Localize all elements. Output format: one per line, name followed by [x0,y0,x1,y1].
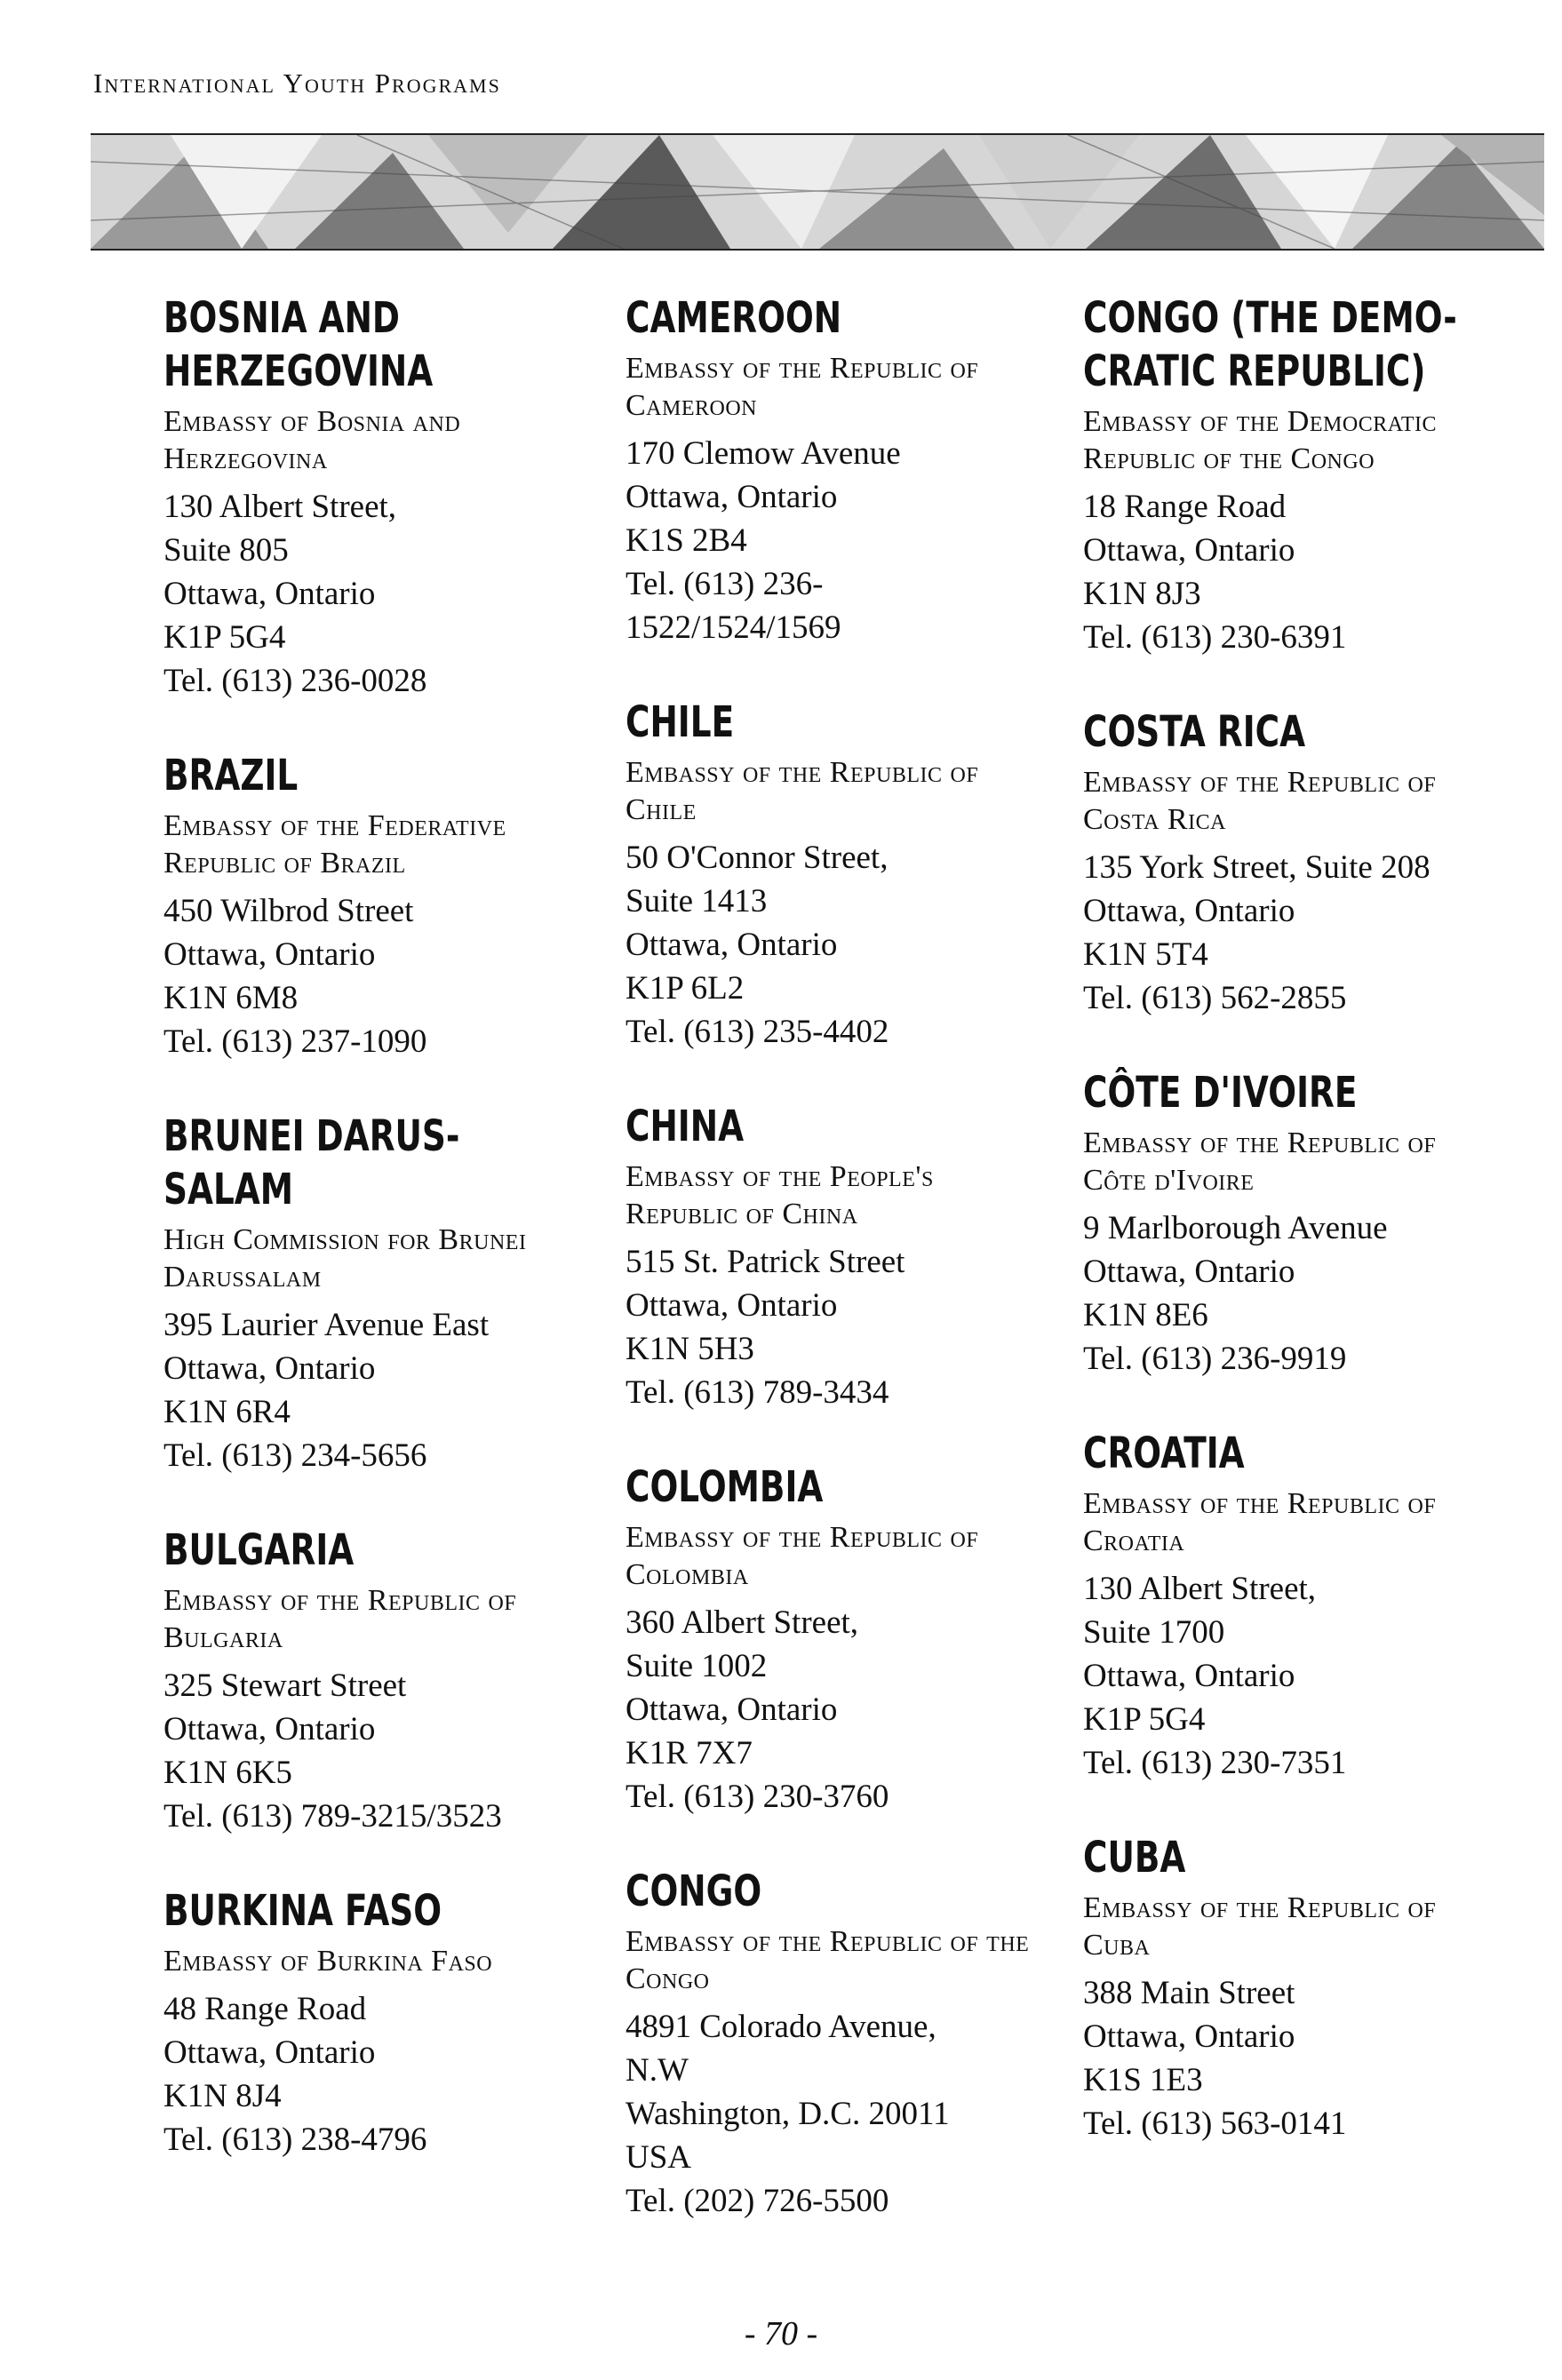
embassy-name: Embassy of the Republic of Colombia [626,1521,979,1591]
address-line: Tel. (613) 234-5656 [163,1437,427,1474]
address-line: 170 Clemow Avenue [626,435,901,472]
address-line: Tel. (613) 238-4796 [163,2121,427,2158]
banner-graphic [91,135,1544,249]
address-line: K1S 2B4 [626,522,747,559]
directory-entry [163,749,581,1063]
country-heading: CROATIA [1083,1429,1245,1478]
embassy-name: Embassy of the Republic of Côte d'Ivoire [1083,1126,1437,1197]
address-line: K1N 5T4 [1083,936,1208,973]
embassy-name: Embassy of the Democratic Republic of the Congo [1083,405,1438,475]
country-heading: CÔTE D'IVOIRE [1083,1068,1358,1118]
address-line: 50 O'Connor Street, [626,840,889,876]
address-line: 515 St. Patrick Street [626,1244,905,1280]
country-heading: BRUNEI DARUS- SALAM [163,1111,460,1214]
directory-entry [1083,1427,1501,1785]
address-line: Ottawa, Ontario [1083,2018,1295,2055]
decorative-banner [91,133,1544,251]
address-line: Ottawa, Ontario [1083,1658,1295,1694]
country-heading: CAMEROON [626,293,842,343]
address-line: 9 Marlborough Avenue [1083,1210,1388,1246]
address-line: Tel. (613) 563-0141 [1083,2105,1347,2142]
directory-entry [163,1524,581,1838]
address-line: Ottawa, Ontario [163,1350,376,1387]
directory-entry [163,291,581,703]
country-heading: CHILE [626,697,735,747]
country-heading: CONGO (THE DEMO- CRATIC REPUBLIC) [1083,293,1457,396]
directory-entry [626,1865,1043,2223]
embassy-name: Embassy of the People's Republic of China [626,1160,934,1230]
country-heading: BRAZIL [163,751,299,800]
address-line: 18 Range Road [1083,489,1287,525]
address-line: K1P 5G4 [163,619,286,656]
address-line: 48 Range Road [163,1991,367,2027]
country-heading: BOSNIA AND HERZEGOVINA [163,293,434,396]
address-line: Ottawa, Ontario [163,936,376,973]
country-heading: CONGO [626,1867,762,1916]
embassy-name: Embassy of the Republic of Cuba [1083,1891,1437,1962]
directory-column-3 [1083,291,1501,2192]
address-line: Suite 1413 [626,883,768,919]
country-heading: CUBA [1083,1833,1186,1883]
address-line: Washington, D.C. 20011 [626,2096,950,2132]
address-line: Tel. (613) 789-3215/3523 [163,1798,502,1835]
country-heading: BURKINA FASO [163,1886,442,1936]
address-line: 130 Albert Street, [163,489,397,525]
address-line: Suite 1002 [626,1648,768,1684]
country-heading: COLOMBIA [626,1462,824,1512]
directory-entry [626,1100,1043,1414]
address-line: K1N 6M8 [163,980,299,1016]
address-line: Tel. (202) 726-5500 [626,2183,889,2219]
directory-entry [163,1110,581,1477]
address-line: Ottawa, Ontario [1083,532,1295,569]
country-heading: COSTA RICA [1083,707,1306,757]
address-line: USA [626,2139,692,2176]
address-line: K1N 6K5 [163,1755,292,1791]
address-line: Tel. (613) 237-1090 [163,1023,427,1060]
address-line: Ottawa, Ontario [626,1691,838,1728]
address-line: Ottawa, Ontario [626,927,838,963]
address-line: K1S 1E3 [1083,2062,1203,2098]
address-line: Ottawa, Ontario [1083,893,1295,929]
directory-column-2 [626,291,1043,2269]
address-line: K1N 8J4 [163,2078,282,2114]
address-line: Tel. (613) 230-3760 [626,1779,889,1815]
address-line: Tel. (613) 236-0028 [163,663,427,699]
address-line: Tel. (613) 562-2855 [1083,980,1347,1016]
country-heading: CHINA [626,1102,745,1151]
embassy-name: Embassy of the Republic of Cameroon [626,352,979,422]
address-line: K1P 6L2 [626,970,745,1007]
address-line: Ottawa, Ontario [1083,1254,1295,1290]
address-line: Ottawa, Ontario [626,479,838,515]
directory-entry [1083,291,1501,659]
address-line: 135 York Street, Suite 208 [1083,849,1431,886]
address-line: K1N 8E6 [1083,1297,1208,1333]
address-line: Tel. (613) 789-3434 [626,1374,889,1411]
directory-entry [1083,1831,1501,2145]
address-line: 450 Wilbrod Street [163,893,414,929]
embassy-name: Embassy of the Republic of Bulgaria [163,1584,517,1654]
embassy-name: High Commission for Brunei Darussalam [163,1223,527,1293]
address-line: K1P 5G4 [1083,1701,1206,1738]
address-line: Suite 1700 [1083,1614,1225,1651]
embassy-name: Embassy of the Republic of Chile [626,756,979,826]
address-line: 325 Stewart Street [163,1668,407,1704]
address-line: K1N 8J3 [1083,576,1201,612]
address-line: 130 Albert Street, [1083,1571,1317,1607]
address-line: Ottawa, Ontario [163,1711,376,1747]
address-line: Tel. (613) 230-6391 [1083,619,1347,656]
directory-column-1 [163,291,581,2208]
directory-entry [1083,1066,1501,1381]
running-head: International Youth Programs [93,68,501,99]
directory-entry [1083,705,1501,1020]
address-line: K1N 5H3 [626,1331,754,1367]
embassy-name: Embassy of Bosnia and Herzegovina [163,405,461,475]
address-line: 395 Laurier Avenue East [163,1307,490,1343]
embassy-name: Embassy of the Republic of the Congo [626,1925,1030,1995]
directory-entry [626,291,1043,649]
address-line: Tel. (613) 236- [626,566,824,602]
address-line: Tel. (613) 235-4402 [626,1014,889,1050]
address-line: 388 Main Street [1083,1975,1295,2011]
page-number: - 70 - [744,2315,818,2352]
embassy-name: Embassy of Burkina Faso [163,1945,493,1978]
embassy-name: Embassy of the Federative Republic of Brazil [163,809,506,880]
address-line: K1R 7X7 [626,1735,753,1771]
embassy-name: Embassy of the Republic of Croatia [1083,1487,1437,1557]
address-line: Tel. (613) 230-7351 [1083,1745,1347,1781]
address-line: K1N 6R4 [163,1394,291,1430]
address-line: 360 Albert Street, [626,1604,859,1641]
address-line: Ottawa, Ontario [163,576,376,612]
address-line: 1522/1524/1569 [626,609,841,646]
address-line: Ottawa, Ontario [626,1287,838,1324]
directory-entry [626,696,1043,1054]
address-line: 4891 Colorado Avenue, [626,2009,936,2045]
directory-entry [163,1884,581,2161]
directory-entry [626,1461,1043,1819]
address-line: N.W [626,2052,689,2089]
country-heading: BULGARIA [163,1525,355,1575]
address-line: Ottawa, Ontario [163,2034,376,2071]
address-line: Suite 805 [163,532,289,569]
embassy-name: Embassy of the Republic of Costa Rica [1083,766,1437,836]
address-line: Tel. (613) 236-9919 [1083,1341,1347,1377]
